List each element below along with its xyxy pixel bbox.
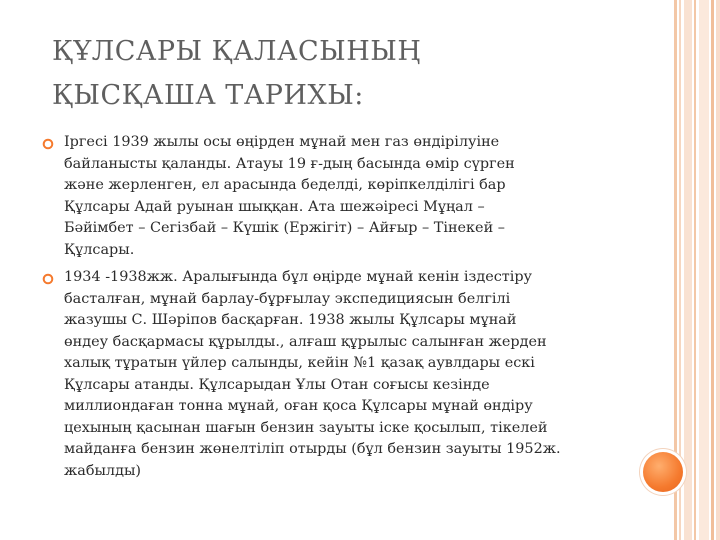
bullet-2-line: Құлсары атанды. Құлсарыдан Ұлы Отан соғысы кезінде <box>64 376 490 393</box>
slide-title <box>52 30 612 118</box>
bullet-2-line: басталған, мұнай барлау-бұрғылау экспедициясын белгілі <box>64 290 511 307</box>
bullet-2-line: жабылды) <box>64 462 142 479</box>
bullet-2-line: 1934 -1938жж. Аралығында бұл өңірде мұнай кенін іздестіру <box>64 269 533 285</box>
bullet-1-line: Іргесі 1939 жылы осы өңірден мұнай мен газ өндірілуіне <box>64 134 500 150</box>
hollow-circle-bullet-icon <box>42 138 54 150</box>
bullet-list <box>42 132 632 488</box>
bullet-1-line: байланысты қаланды. Атауы 19 ғ-дың басында өмір сүрген <box>64 155 515 172</box>
bullet-2-line: өндеу басқармасы құрылды., алғаш құрылыс салынған жерден <box>64 333 547 350</box>
title-line-1: ҚҰЛСАРЫ ҚАЛАСЫНЫҢ <box>52 36 422 67</box>
bullet-1-line: және жерленген, ел арасында беделді, көріпкелділігі бар <box>64 177 506 193</box>
orange-circle-decoration <box>643 452 683 492</box>
title-line-2: ҚЫСҚАША ТАРИХЫ: <box>52 80 364 111</box>
bullet-2-line: халық тұратын үйлер салынды, кейін №1 қазақ аувлдары ескі <box>64 355 535 371</box>
bullet-item-1 <box>42 132 632 261</box>
bullet-item-2 <box>42 267 632 482</box>
bullet-2-line: миллиондаған тонна мұнай, оған қоса Құлсары мұнай өндіру <box>64 398 533 414</box>
bullet-1-line: Бәйімбет – Сегізбай – Күшік (Ержігіт) – Айғыр – Тінекей – <box>64 220 505 236</box>
bullet-2-line: майданға бензин жөнелтіліп отырды (бұл бензин зауыты 1952ж. <box>64 441 561 457</box>
bullet-2-line: цехының қасынан шағын бензин зауыты іске қосылып, тікелей <box>64 419 548 436</box>
bullet-2-line: жазушы С. Шәріпов басқарған. 1938 жылы Құлсары мұнай <box>64 312 517 328</box>
decorative-stripes <box>674 0 720 540</box>
hollow-circle-bullet-icon <box>42 273 54 285</box>
bullet-1-line: Құлсары. <box>64 241 135 258</box>
bullet-1-line: Құлсары Адай руынан шыққан. Ата шежәіресі Мұңал – <box>64 198 485 215</box>
